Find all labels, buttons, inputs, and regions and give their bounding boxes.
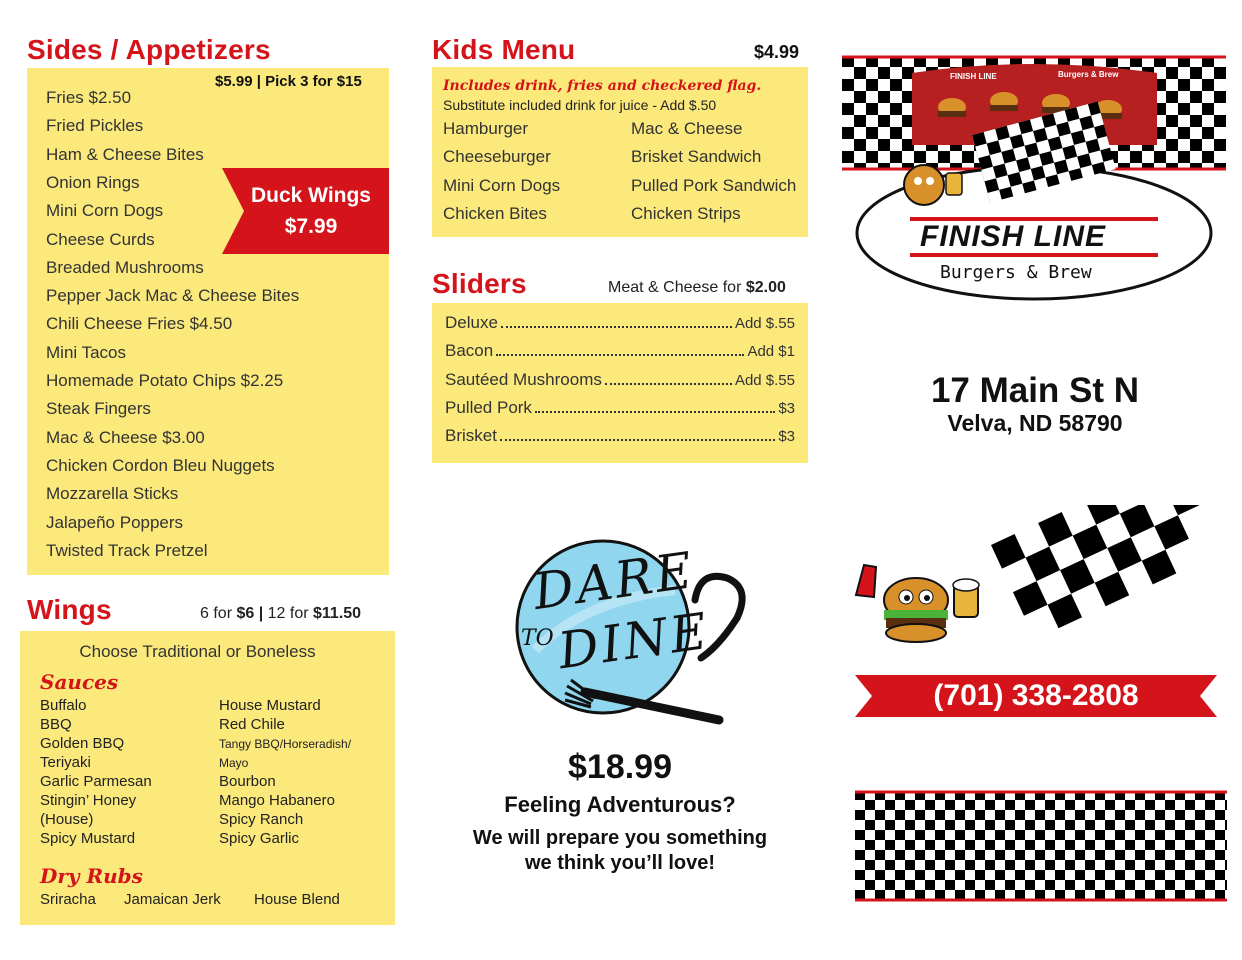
sauce-item: Red Chile bbox=[219, 716, 285, 733]
address-line2: Velva, ND 58790 bbox=[947, 410, 1123, 436]
sides-item: Chicken Cordon Bleu Nuggets bbox=[46, 455, 275, 475]
kids-item: Mac & Cheese bbox=[631, 119, 743, 138]
wings-price-b: 12 for bbox=[267, 605, 313, 622]
slider-leader bbox=[535, 411, 775, 413]
sides-item: Chili Cheese Fries $4.50 bbox=[46, 314, 233, 334]
sides-item: Breaded Mushrooms bbox=[46, 257, 204, 277]
wings-price-sep: | bbox=[254, 605, 268, 622]
sauce-item: Mango Habanero bbox=[219, 792, 335, 809]
slider-name: Deluxe bbox=[445, 313, 498, 332]
sauce-item: Mayo bbox=[219, 756, 249, 770]
kids-item: Pulled Pork Sandwich bbox=[631, 175, 797, 195]
sides-item: Jalapeño Poppers bbox=[46, 512, 184, 532]
dry-rub-item: Jamaican Jerk bbox=[124, 891, 221, 908]
slider-name: Bacon bbox=[445, 341, 494, 361]
burger-mascot-icon bbox=[904, 165, 944, 205]
sides-item: Homemade Potato Chips $2.25 bbox=[46, 371, 284, 390]
duck-wings-banner bbox=[222, 168, 389, 254]
slider-row bbox=[445, 426, 795, 446]
dare-logo-to: TO bbox=[521, 626, 554, 651]
sauce-item: Spicy Ranch bbox=[219, 811, 304, 828]
sides-title: Sides / Appetizers bbox=[27, 34, 271, 65]
sauce-item: Buffalo bbox=[40, 697, 87, 714]
dry-rub-item: House Blend bbox=[254, 891, 340, 908]
sides-item: Ham & Cheese Bites bbox=[46, 144, 204, 164]
sauces-title: Sauces bbox=[40, 670, 119, 694]
burger-mascot-icon bbox=[856, 565, 979, 642]
slider-price: Add $1 bbox=[747, 343, 795, 361]
duck-wings-price: $7.99 bbox=[284, 215, 338, 238]
slider-price: $3 bbox=[778, 428, 795, 446]
banner-right-text: Burgers & Brew bbox=[1058, 70, 1119, 79]
sides-item: Onion Rings bbox=[46, 172, 140, 192]
slider-leader bbox=[501, 326, 732, 328]
wings-price-a-value: $6 bbox=[236, 605, 255, 622]
sides-item: Twisted Track Pretzel bbox=[46, 540, 208, 560]
wings-price-a: 6 for bbox=[200, 605, 237, 622]
sauce-item: Tangy BBQ/Horseradish/ bbox=[219, 737, 352, 751]
sauce-item: BBQ bbox=[40, 716, 72, 733]
phone-number[interactable]: (701) 338-2808 bbox=[933, 679, 1139, 712]
dare-line2: we think you’ll love! bbox=[524, 852, 716, 874]
sauce-item: Teriyaki bbox=[40, 754, 91, 771]
sides-item: Pepper Jack Mac & Cheese Bites bbox=[46, 286, 300, 306]
brand-name: FINISH LINE bbox=[920, 220, 1107, 253]
sides-item: Mac & Cheese $3.00 bbox=[46, 427, 205, 447]
sides-item: Mini Tacos bbox=[46, 342, 126, 362]
kids-item: Chicken Bites bbox=[443, 203, 547, 223]
kids-item: Chicken Strips bbox=[631, 203, 741, 223]
kids-title: Kids Menu bbox=[432, 34, 576, 65]
sides-item: Mozzarella Sticks bbox=[46, 484, 179, 504]
sauce-item: House Mustard bbox=[219, 697, 321, 714]
kids-item: Hamburger bbox=[443, 119, 529, 138]
sides-price-note: $5.99 | Pick 3 for $15 bbox=[215, 73, 362, 90]
sauce-item: Golden BBQ bbox=[40, 735, 125, 752]
dare-logo-line1: DARE bbox=[529, 540, 699, 622]
wings-choose: Choose Traditional or Boneless bbox=[79, 642, 316, 661]
wings-price-b-value: $11.50 bbox=[313, 605, 362, 622]
sauce-item: Spicy Garlic bbox=[219, 830, 300, 847]
sliders-title: Sliders bbox=[432, 268, 527, 299]
duck-wings-name: Duck Wings bbox=[251, 184, 371, 207]
slider-row bbox=[445, 398, 795, 418]
sides-item: Fries $2.50 bbox=[46, 88, 132, 107]
checkered-strip-icon bbox=[855, 790, 1227, 902]
dry-rubs-title: Dry Rubs bbox=[40, 864, 143, 888]
wings-title: Wings bbox=[27, 594, 112, 625]
slider-leader bbox=[605, 383, 732, 385]
sliders-note bbox=[608, 279, 786, 297]
slider-name: Brisket bbox=[445, 426, 497, 446]
sauce-item: Bourbon bbox=[219, 773, 276, 790]
slider-row bbox=[445, 370, 795, 390]
sides-item: Mini Corn Dogs bbox=[46, 201, 164, 221]
kids-item: Brisket Sandwich bbox=[631, 147, 762, 167]
dare-price: $18.99 bbox=[568, 748, 672, 786]
slider-name: Sautéed Mushrooms bbox=[445, 369, 602, 389]
sauce-item: Spicy Mustard bbox=[40, 830, 136, 847]
slider-row bbox=[445, 341, 795, 361]
sliders-note-price: $2.00 bbox=[745, 279, 786, 296]
sides-item: Cheese Curds bbox=[46, 229, 155, 249]
slider-price: Add $.55 bbox=[734, 315, 795, 332]
slider-row bbox=[445, 313, 795, 333]
kids-item: Cheeseburger bbox=[443, 147, 551, 167]
checkered-flag-icon bbox=[991, 505, 1221, 639]
sliders-note-text: Meat & Cheese for bbox=[608, 279, 746, 296]
kids-price: $4.99 bbox=[754, 42, 800, 62]
slider-price: Add $.55 bbox=[734, 371, 795, 389]
slider-price: $3 bbox=[778, 399, 795, 417]
address-line1: 17 Main St N bbox=[930, 371, 1140, 410]
mascot-flag-graphic bbox=[846, 505, 1221, 655]
slider-name: Pulled Pork bbox=[445, 397, 532, 417]
kids-substitute: Substitute included drink for juice - Add $.50 bbox=[443, 97, 717, 113]
wings-price bbox=[200, 605, 361, 623]
banner-left-text: FINISH LINE bbox=[950, 72, 997, 81]
dare-logo-line2: DINE bbox=[554, 601, 714, 681]
brand-sub: Burgers & Brew bbox=[940, 262, 1092, 283]
sides-item: Fried Pickles bbox=[46, 116, 144, 136]
sauce-item: Garlic Parmesan bbox=[40, 773, 152, 790]
slider-leader bbox=[496, 354, 744, 356]
slider-leader bbox=[500, 439, 775, 441]
kids-item: Mini Corn Dogs bbox=[443, 175, 561, 195]
dare-tagline: Feeling Adventurous? bbox=[504, 792, 736, 817]
dare-line1: We will prepare you something bbox=[472, 827, 768, 849]
dry-rub-item: Sriracha bbox=[40, 891, 96, 908]
sauce-item: (House) bbox=[40, 811, 94, 828]
sides-item: Steak Fingers bbox=[46, 399, 151, 419]
kids-includes: Includes drink, fries and checkered flag. bbox=[443, 78, 762, 94]
sauce-item: Stingin’ Honey bbox=[40, 792, 137, 809]
